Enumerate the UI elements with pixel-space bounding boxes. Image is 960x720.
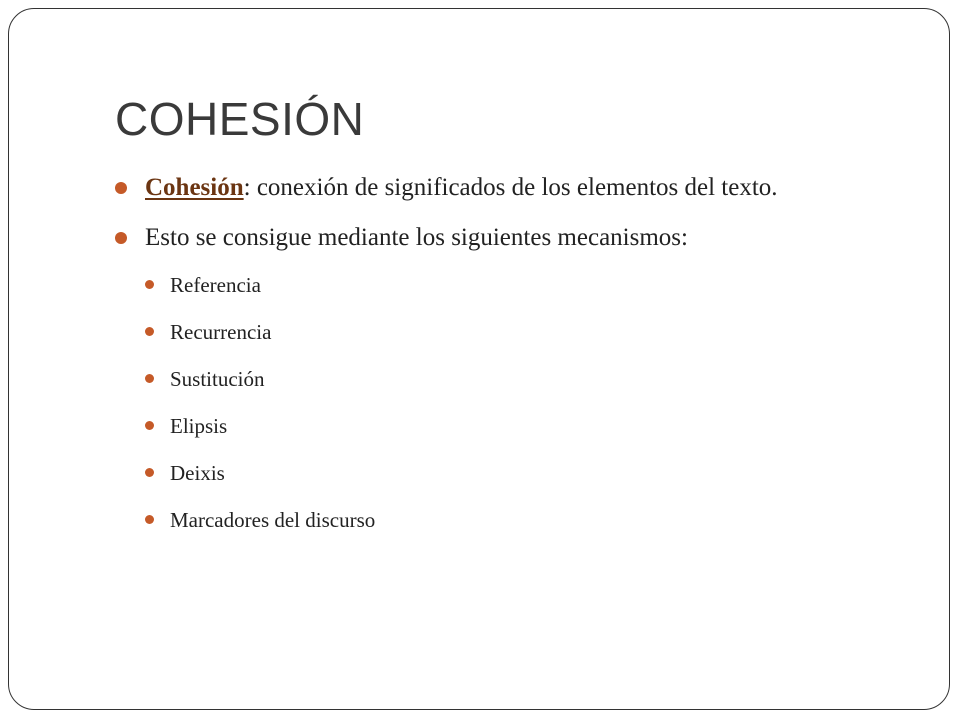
bullet-text: Esto se consigue mediante los siguientes mecanismos: xyxy=(145,224,688,251)
bullet-text: : conexión de significados de los elementos del texto. xyxy=(243,174,778,201)
bullet-dot-icon xyxy=(115,232,127,244)
subbullet-text: Sustitución xyxy=(170,367,265,391)
slide-title: COHESIÓN xyxy=(115,93,365,145)
subbullet-text: Recurrencia xyxy=(170,320,272,344)
bullet-dot-icon xyxy=(145,374,154,383)
bullet-term: Cohesión xyxy=(145,174,244,201)
bullet-dot-icon xyxy=(145,421,154,430)
bullet-dot-icon xyxy=(145,468,154,477)
subbullet-text: Referencia xyxy=(170,273,261,297)
subbullet-item xyxy=(145,412,875,440)
subbullet-item xyxy=(145,271,875,299)
bullet-dot-icon xyxy=(145,327,154,336)
subbullet-text: Elipsis xyxy=(170,414,228,438)
bullet-list xyxy=(115,171,875,553)
bullet-dot-icon xyxy=(145,280,154,289)
subbullet-item xyxy=(145,318,875,346)
subbullet-text: Deixis xyxy=(170,461,225,485)
bullet-dot-icon xyxy=(115,182,127,194)
subbullet-item xyxy=(145,506,875,534)
bullet-item-mecanismos xyxy=(115,221,875,255)
subbullet-item xyxy=(145,459,875,487)
bullet-dot-icon xyxy=(145,515,154,524)
bullet-item-cohesion xyxy=(115,171,875,205)
subbullet-item xyxy=(145,365,875,393)
slide-frame xyxy=(8,8,950,710)
subbullet-text: Marcadores del discurso xyxy=(170,508,376,532)
